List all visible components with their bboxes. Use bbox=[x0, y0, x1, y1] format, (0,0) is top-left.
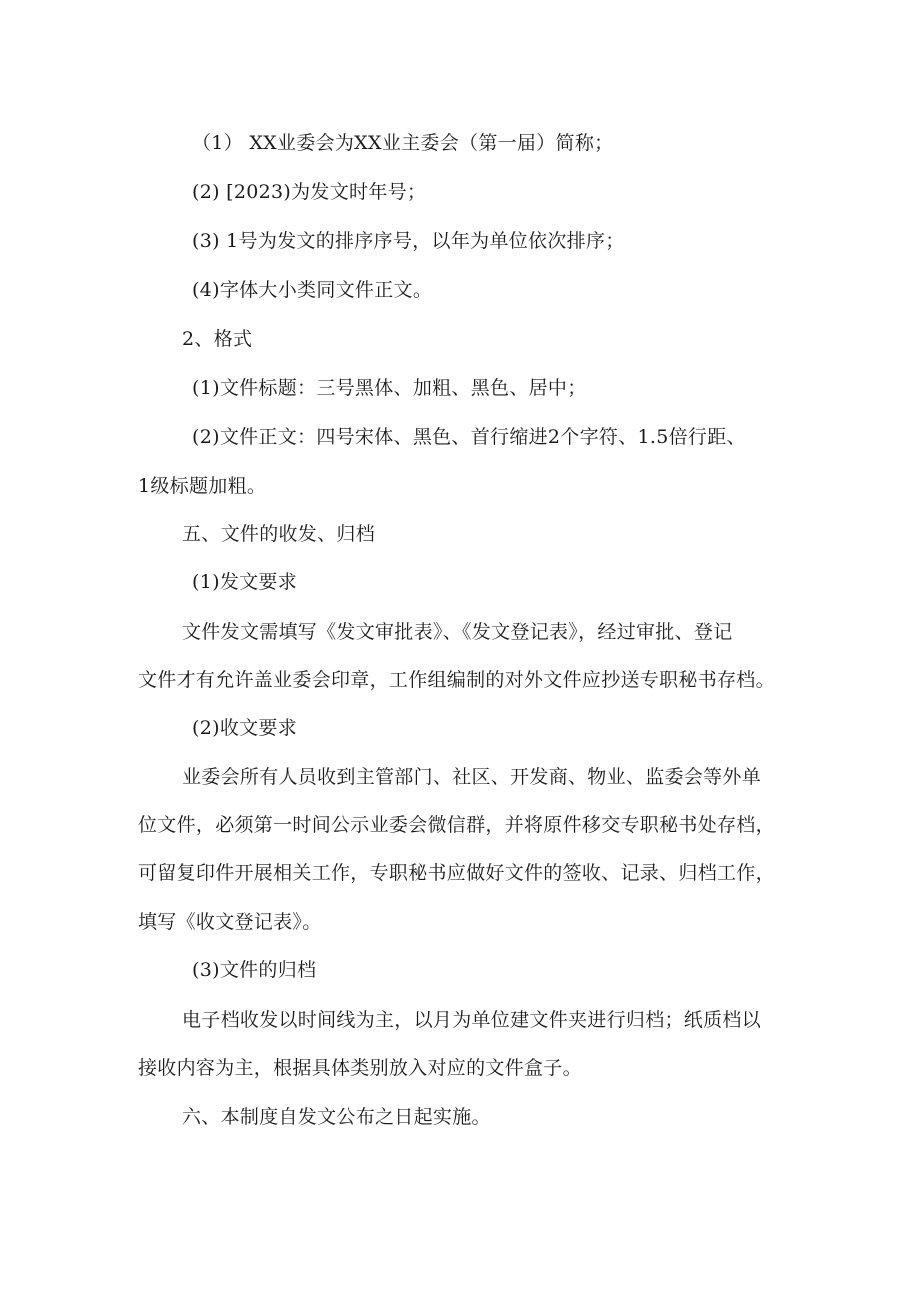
paragraph-send-line-1: 文件发文需填写《发文审批表》、《发文登记表》，经过审批、登记 bbox=[182, 621, 733, 643]
numbering-note-2: (2) [2023)为发文时年号； bbox=[192, 181, 427, 203]
subheading-receive: (2)收文要求 bbox=[192, 717, 298, 739]
paragraph-send-line-2: 文件才有允许盖业委会印章，工作组编制的对外文件应抄送专职秘书存档。 bbox=[138, 669, 775, 691]
section-heading-5: 五、文件的收发、归档 bbox=[182, 523, 376, 545]
format-item-body-cont: 1级标题加粗。 bbox=[138, 475, 267, 497]
numbering-note-1: （1） XX业委会为XX业主委会（第一届）简称； bbox=[192, 132, 614, 154]
paragraph-receive-line-2: 位文件，必须第一时间公示业委会微信群，并将原件移交专职秘书处存档， bbox=[138, 814, 775, 836]
paragraph-archive-line-1: 电子档收发以时间线为主，以月为单位建文件夹进行归档；纸质档以 bbox=[182, 1009, 762, 1031]
section-heading-6: 六、本制度自发文公布之日起实施。 bbox=[182, 1106, 491, 1128]
subheading-send: (1)发文要求 bbox=[192, 571, 298, 593]
paragraph-receive-line-4: 填写《收文登记表》。 bbox=[138, 911, 322, 933]
paragraph-archive-line-2: 接收内容为主，根据具体类别放入对应的文件盒子。 bbox=[138, 1057, 582, 1079]
paragraph-receive-line-3: 可留复印件开展相关工作，专职秘书应做好文件的签收、记录、归档工作， bbox=[138, 862, 775, 884]
section-heading-format: 2、格式 bbox=[182, 328, 253, 350]
numbering-note-4: (4)字体大小类同文件正文。 bbox=[192, 279, 433, 301]
format-item-body: (2)文件正文：四号宋体、黑色、首行缩进2个字符、1.5倍行距、 bbox=[192, 426, 746, 448]
numbering-note-3: (3) 1号为发文的排序序号，以年为单位依次排序； bbox=[192, 230, 625, 252]
paragraph-receive-line-1: 业委会所有人员收到主管部门、社区、开发商、物业、监委会等外单 bbox=[182, 766, 762, 788]
format-item-title: (1)文件标题：三号黑体、加粗、黑色、居中； bbox=[192, 377, 587, 399]
subheading-archive: (3)文件的归档 bbox=[192, 959, 317, 981]
